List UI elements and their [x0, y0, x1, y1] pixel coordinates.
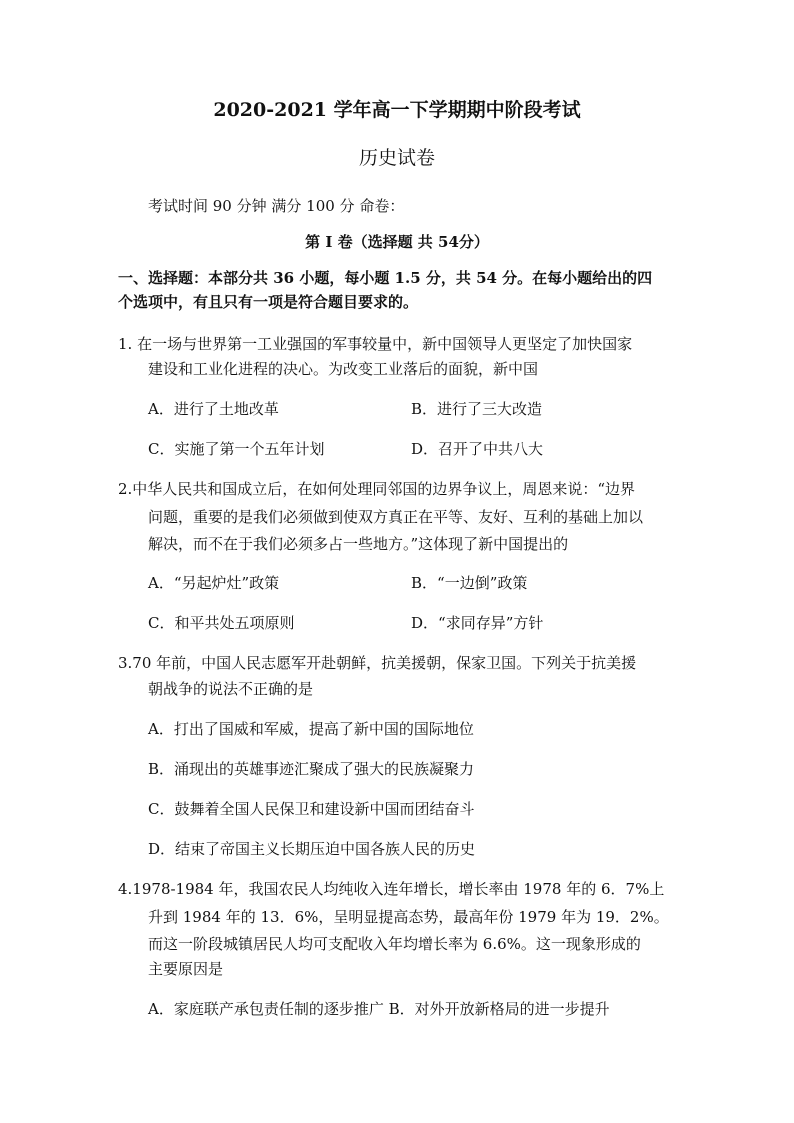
section-heading: 第 I 卷（选择题 共 54分）: [305, 233, 489, 251]
question-2-line-1: 2.中华人民共和国成立后，在如何处理同邻国的边界争议上，周恩来说：“边界: [118, 480, 635, 498]
question-3-option-b: B．涌现出的英雄事迹汇聚成了强大的民族凝聚力: [148, 760, 475, 778]
question-2-option-d: D．“求同存异”方针: [411, 614, 544, 632]
question-1-line-2: 建设和工业化进程的决心。为改变工业落后的面貌，新中国: [148, 360, 539, 378]
question-1-option-a: A．进行了土地改革: [148, 400, 279, 418]
question-4-line-3: 而这一阶段城镇居民人均可支配收入年均增长率为 6.6%。这一现象形成的: [148, 935, 641, 953]
question-1-option-d: D．召开了中共八大: [411, 440, 544, 458]
question-2-option-c: C．和平共处五项原则: [148, 614, 295, 632]
question-1-line-1: 1. 在一场与世界第一工业强国的军事较量中，新中国领导人更坚定了加快国家: [118, 335, 633, 353]
instructions-line-1: 一、选择题：本部分共 36 小题，每小题 1.5 分，共 54 分。在每小题给出的四: [118, 269, 653, 287]
instructions-line-2: 个选项中，有且只有一项是符合题目要求的。: [118, 293, 419, 311]
question-4-line-4: 主要原因是: [148, 960, 224, 978]
question-4-line-1: 4.1978-1984 年，我国农民人均纯收入连年增长，增长率由 1978 年的 6．7%上: [118, 880, 665, 898]
question-3-line-1: 3.70 年前，中国人民志愿军开赴朝鲜，抗美援朝，保家卫国。下列关于抗美援: [118, 654, 637, 672]
question-2-line-3: 解决，而不在于我们必须多占一些地方。”这体现了新中国提出的: [148, 535, 569, 553]
question-2-option-b: B．“一边倒”政策: [411, 574, 528, 592]
question-1-option-b: B．进行了三大改造: [411, 400, 543, 418]
question-2-option-a: A．“另起炉灶”政策: [148, 574, 280, 592]
exam-title: 2020-2021 学年高一下学期期中阶段考试: [213, 99, 581, 121]
question-3-option-c: C．鼓舞着全国人民保卫和建设新中国而团结奋斗: [148, 800, 475, 818]
question-4-options-ab: A．家庭联产承包责任制的逐步推广 B．对外开放新格局的进一步提升: [148, 1000, 610, 1018]
question-3-option-d: D．结束了帝国主义长期压迫中国各族人民的历史: [148, 840, 476, 858]
exam-subject: 历史试卷: [358, 147, 435, 169]
exam-info: 考试时间 90 分钟 满分 100 分 命卷：: [148, 197, 405, 215]
question-1-option-c: C．实施了第一个五年计划: [148, 440, 325, 458]
question-3-line-2: 朝战争的说法不正确的是: [148, 680, 314, 698]
question-3-option-a: A．打出了国威和军威，提高了新中国的国际地位: [148, 720, 474, 738]
question-2-line-2: 问题，重要的是我们必须做到使双方真正在平等、友好、互利的基础上加以: [148, 508, 644, 526]
question-4-line-2: 升到 1984 年的 13．6%，呈明显提高态势，最高年份 1979 年为 19．2%。: [148, 908, 669, 926]
